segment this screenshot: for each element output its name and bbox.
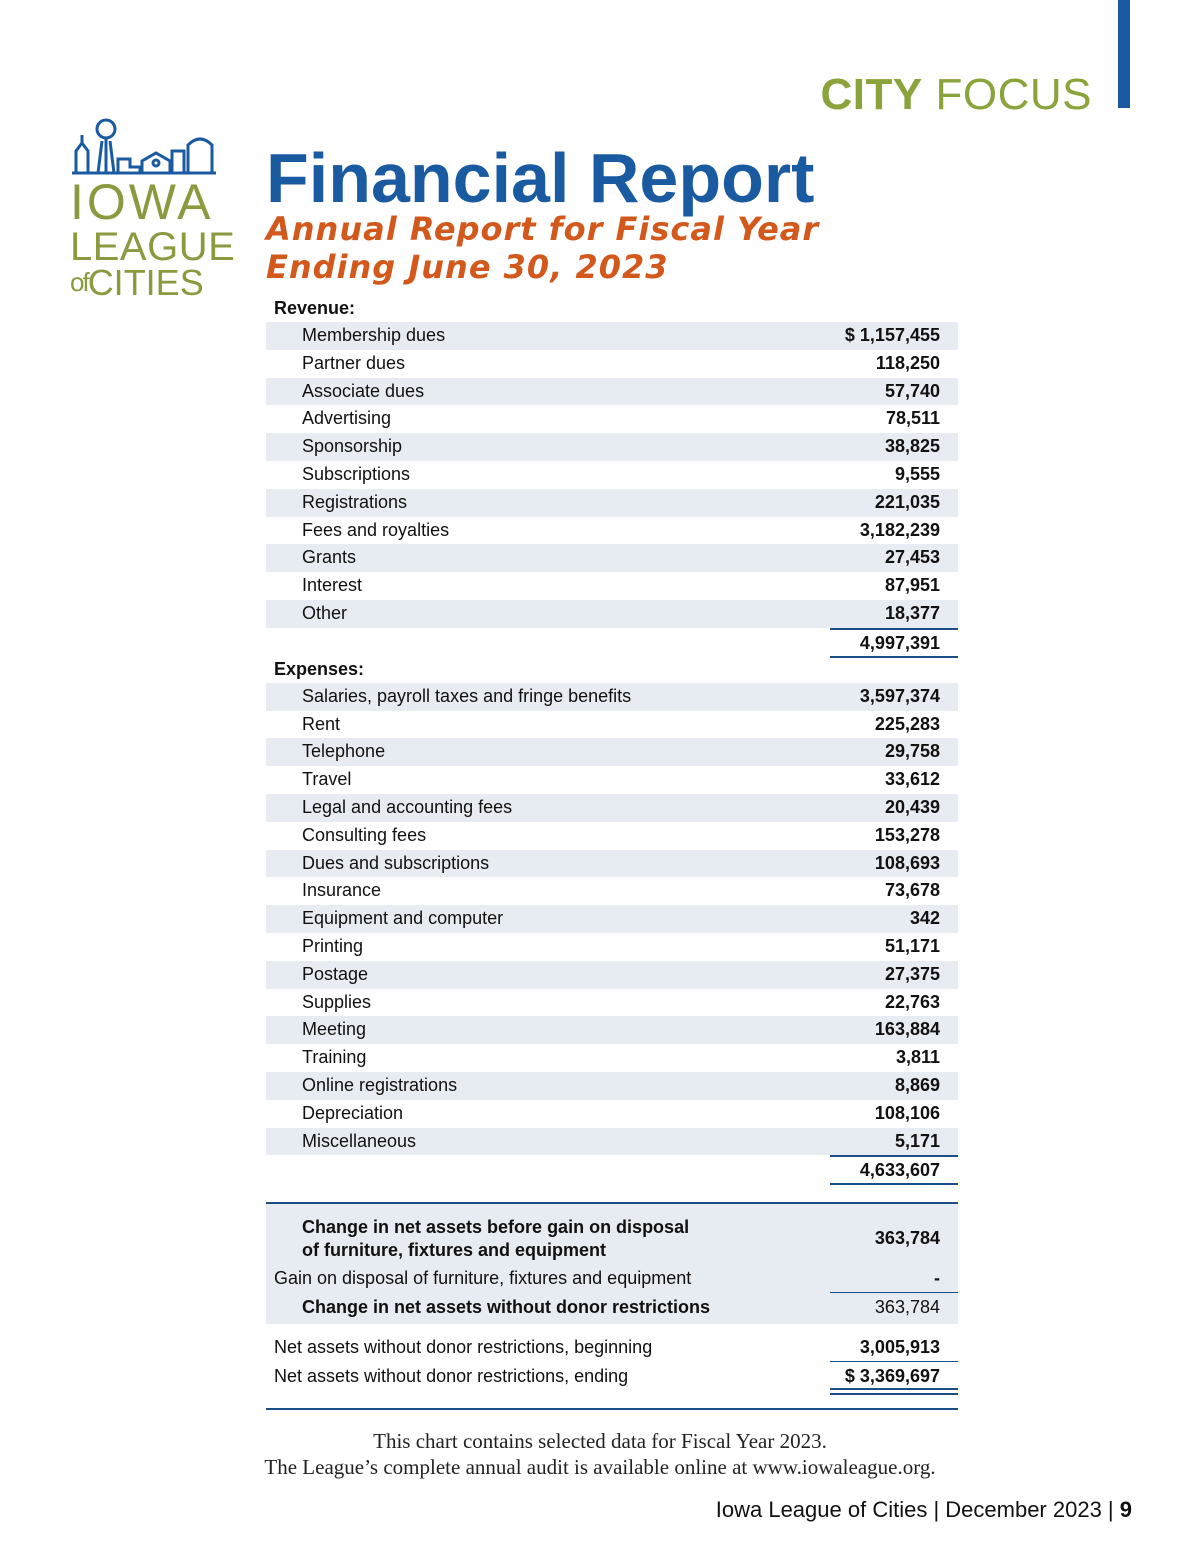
expense-row: Rent 225,283 xyxy=(302,713,940,734)
accent-bar xyxy=(1118,0,1130,108)
expense-row: Legal and accounting fees 20,439 xyxy=(266,794,958,822)
expense-row: Equipment and computer 342 xyxy=(266,905,958,933)
change-value: 363,784 xyxy=(874,1297,940,1317)
expense-row: Online registrations 8,869 xyxy=(266,1072,958,1100)
expense-row: Consulting fees 153,278 xyxy=(302,824,940,845)
beginning-label: Net assets without donor restrictions, beginning xyxy=(274,1337,653,1357)
revenue-row: Associate dues 57,740 xyxy=(266,378,958,406)
revenue-row: Other 18,377 xyxy=(266,600,958,628)
gain-value: - xyxy=(934,1268,940,1288)
expense-row: Depreciation 108,106 xyxy=(302,1102,940,1123)
section-label: CITY FOCUS xyxy=(820,70,1092,119)
expense-row: Dues and subscriptions 108,693 xyxy=(266,850,958,878)
gain-label: Gain on disposal of furniture, fixtures and equipment xyxy=(274,1268,692,1288)
expense-row: Meeting 163,884 xyxy=(266,1016,958,1044)
change-before-label: Change in net assets before gain on disposal of furniture, fixtures and equipment xyxy=(302,1217,690,1260)
page-subtitle: Annual Report for Fiscal Year Ending June 30, 2023 xyxy=(266,210,820,286)
footnote-line-1: This chart contains selected data for Fiscal Year 2023. xyxy=(373,1429,827,1453)
revenue-row: Sponsorship 38,825 xyxy=(266,433,958,461)
revenue-row: Registrations 221,035 xyxy=(266,489,958,517)
revenue-row: Fees and royalties 3,182,239 xyxy=(302,519,940,540)
expense-row: Telephone 29,758 xyxy=(266,738,958,766)
change-label: Change in net assets without donor restrictions xyxy=(302,1297,711,1317)
expense-row: Supplies 22,763 xyxy=(302,991,940,1012)
change-before-value: 363,784 xyxy=(874,1228,940,1248)
financial-table xyxy=(266,295,958,1183)
revenue-heading: Revenue: xyxy=(274,298,356,318)
revenue-row: Partner dues 118,250 xyxy=(302,352,940,373)
ending-label: Net assets without donor restrictions, ending xyxy=(274,1366,629,1386)
expense-row: Insurance 73,678 xyxy=(302,880,940,901)
expense-row: Postage 27,375 xyxy=(266,961,958,989)
revenue-row: Interest 87,951 xyxy=(302,575,940,596)
expense-row: Travel 33,612 xyxy=(302,769,940,790)
revenue-row: Membership dues $ 1,157,455 xyxy=(266,322,958,350)
revenue-row: Grants 27,453 xyxy=(266,544,958,572)
revenue-row: Subscriptions 9,555 xyxy=(302,463,940,484)
page-footer: Iowa League of Cities | December 2023 | 9 xyxy=(715,1497,1132,1522)
expenses-total: 4,633,607 xyxy=(266,1155,958,1183)
iowa-league-logo: IOWA LEAGUE ofCITIES xyxy=(68,115,220,305)
revenue-total: 4,997,391 xyxy=(266,628,958,656)
ending-value: $ 3,369,697 xyxy=(844,1366,940,1386)
footnote-line-2: The League’s complete annual audit is available online at www.iowaleague.org. xyxy=(264,1455,936,1479)
page-title: Financial Report xyxy=(266,139,815,217)
revenue-list xyxy=(266,322,958,628)
expense-row: Miscellaneous 5,171 xyxy=(266,1128,958,1156)
expense-row: Training 3,811 xyxy=(302,1047,940,1068)
expense-row: Salaries, payroll taxes and fringe benefits 3,597,374 xyxy=(266,683,958,711)
expenses-list xyxy=(266,683,958,1156)
expense-row: Printing 51,171 xyxy=(302,935,940,956)
beginning-value: 3,005,913 xyxy=(859,1337,940,1357)
summary-section xyxy=(266,1202,958,1410)
expenses-heading: Expenses: xyxy=(274,658,365,679)
page-number: 9 xyxy=(1119,1497,1132,1522)
revenue-row: Advertising 78,511 xyxy=(302,408,940,429)
